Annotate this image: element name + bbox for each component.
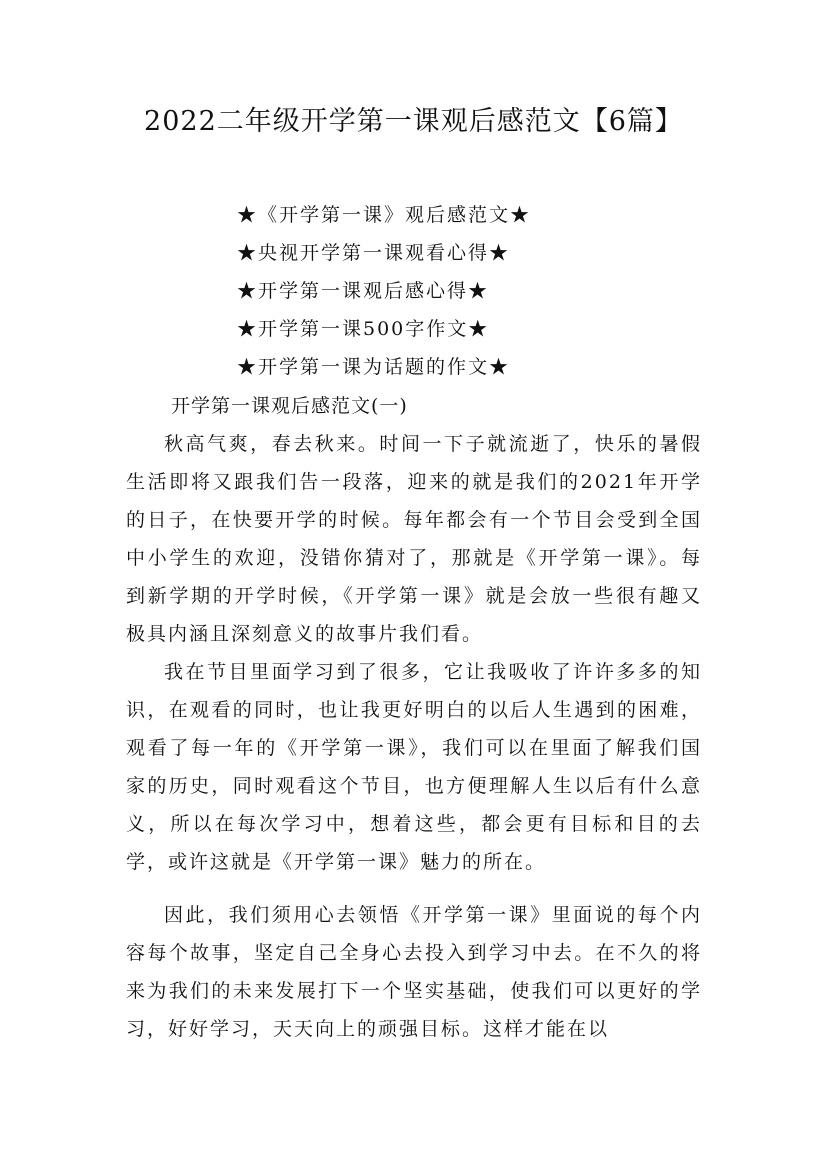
toc-item[interactable]: ★开学第一课观后感心得★: [237, 280, 490, 302]
body-paragraph: 我在节目里面学习到了很多，它让我吸收了许许多多的知识，在观看的同时，也让我更好明白的以后人生遇到的困难，观看了每一年的《开学第一课》，我们可以在里面了解我们国家的历史，同时观看这个节目，也方便理解人生以后有什么意义，所以在每次学习中，想着这些，都会更有目标和目的去学，或许这就是《开学第一课》魅力的所在。: [126, 661, 702, 873]
toc-item[interactable]: ★开学第一课500字作文★: [237, 318, 490, 340]
document-title: 2022二年级开学第一课观后感范文【6篇】: [144, 106, 683, 137]
toc-item[interactable]: ★开学第一课为话题的作文★: [237, 356, 511, 378]
body-paragraph: 因此，我们须用心去领悟《开学第一课》里面说的每个内容每个故事，坚定自己全身心去投入到学习中去。在不久的将来为我们的未来发展打下一个坚实基础，使我们可以更好的学习，好好学习，天天向上的顽强目标。这样才能在以: [126, 904, 702, 1040]
table-of-contents: [237, 196, 531, 386]
toc-item[interactable]: ★央视开学第一课观看心得★: [237, 242, 511, 264]
toc-item[interactable]: ★《开学第一课》观后感范文★: [237, 204, 532, 226]
section-heading: 开学第一课观后感范文(一): [171, 395, 408, 417]
body-paragraph: 秋高气爽，春去秋来。时间一下子就流逝了，快乐的暑假生活即将又跟我们告一段落，迎来的就是我们的2021年开学的日子，在快要开学的时候。每年都会有一个节目会受到全国中小学生的欢迎，没错你猜对了，那就是《开学第一课》。每到新学期的开学时候，《开学第一课》就是会放一些很有趣又极具内涵且深刻意义的故事片我们看。: [126, 433, 702, 645]
